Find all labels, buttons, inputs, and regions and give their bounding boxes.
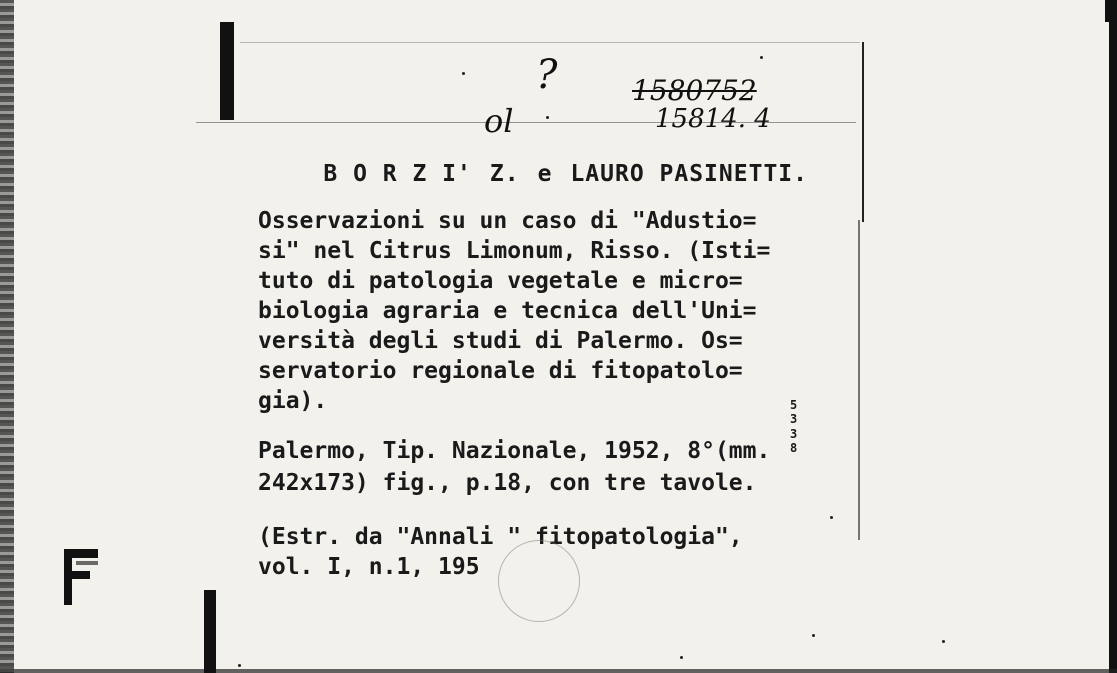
title-line: versità degli studi di Palermo. Os= [258, 328, 743, 354]
handwritten-question-mark: ? [536, 52, 558, 98]
speckle [830, 516, 833, 519]
title-line: servatorio regionale di fitopatolo= [258, 358, 743, 384]
series-line: vol. I, n.1, 195 [258, 554, 480, 580]
title-line: Osservazioni su un caso di "Adustio= [258, 208, 757, 234]
handwritten-number: 15814. 4 [655, 104, 771, 134]
author-borzi: B O R Z I' [323, 161, 472, 187]
series-line: (Estr. da "Annali " fitopatologia", [258, 524, 743, 550]
paper-stain [498, 540, 580, 622]
margin-mark: 3 [790, 426, 798, 441]
speckle [760, 56, 763, 59]
scan-right-edge [1109, 0, 1117, 673]
card-marker-bar-bottom [204, 590, 216, 673]
author-initial: Z. [489, 161, 520, 187]
imprint-line: Palermo, Tip. Nazionale, 1952, 8°(mm. [258, 438, 771, 464]
scan-bottom-edge [0, 669, 1117, 673]
card-authors [264, 140, 808, 209]
margin-marks [790, 398, 797, 456]
speckle [812, 634, 815, 637]
speckle [238, 664, 241, 667]
margin-mark: 5 [790, 398, 798, 412]
author-pasinetti: LAURO PASINETTI. [570, 161, 808, 187]
card-right-rule [862, 42, 864, 222]
scan-top-right-mark [1105, 0, 1109, 22]
imprint-line: 242x173) fig., p.18, con tre tavole. [258, 470, 757, 496]
f-stamp-icon [62, 547, 100, 607]
title-line: si" nel Citrus Limonum, Risso. (Isti= [258, 238, 771, 264]
scan-left-edge [0, 0, 14, 673]
speckle [680, 656, 683, 659]
speckle [462, 72, 465, 75]
speckle [546, 116, 549, 119]
handwritten-annotation: ol [484, 102, 514, 140]
card-marker-bar-top [220, 22, 234, 120]
speckle [942, 640, 945, 643]
card-top-rule-faint [240, 42, 860, 43]
title-line: gia). [258, 388, 328, 414]
margin-mark: 8 [790, 441, 798, 456]
title-line: tuto di patologia vegetale e micro= [258, 268, 743, 294]
margin-mark: 3 [790, 412, 798, 427]
title-line: biologia agraria e tecnica dell'Uni= [258, 298, 757, 324]
handwritten-number-struck: 1580752 [632, 74, 757, 107]
card-right-rule-faint [858, 220, 860, 540]
author-conjunction: e [537, 161, 553, 187]
